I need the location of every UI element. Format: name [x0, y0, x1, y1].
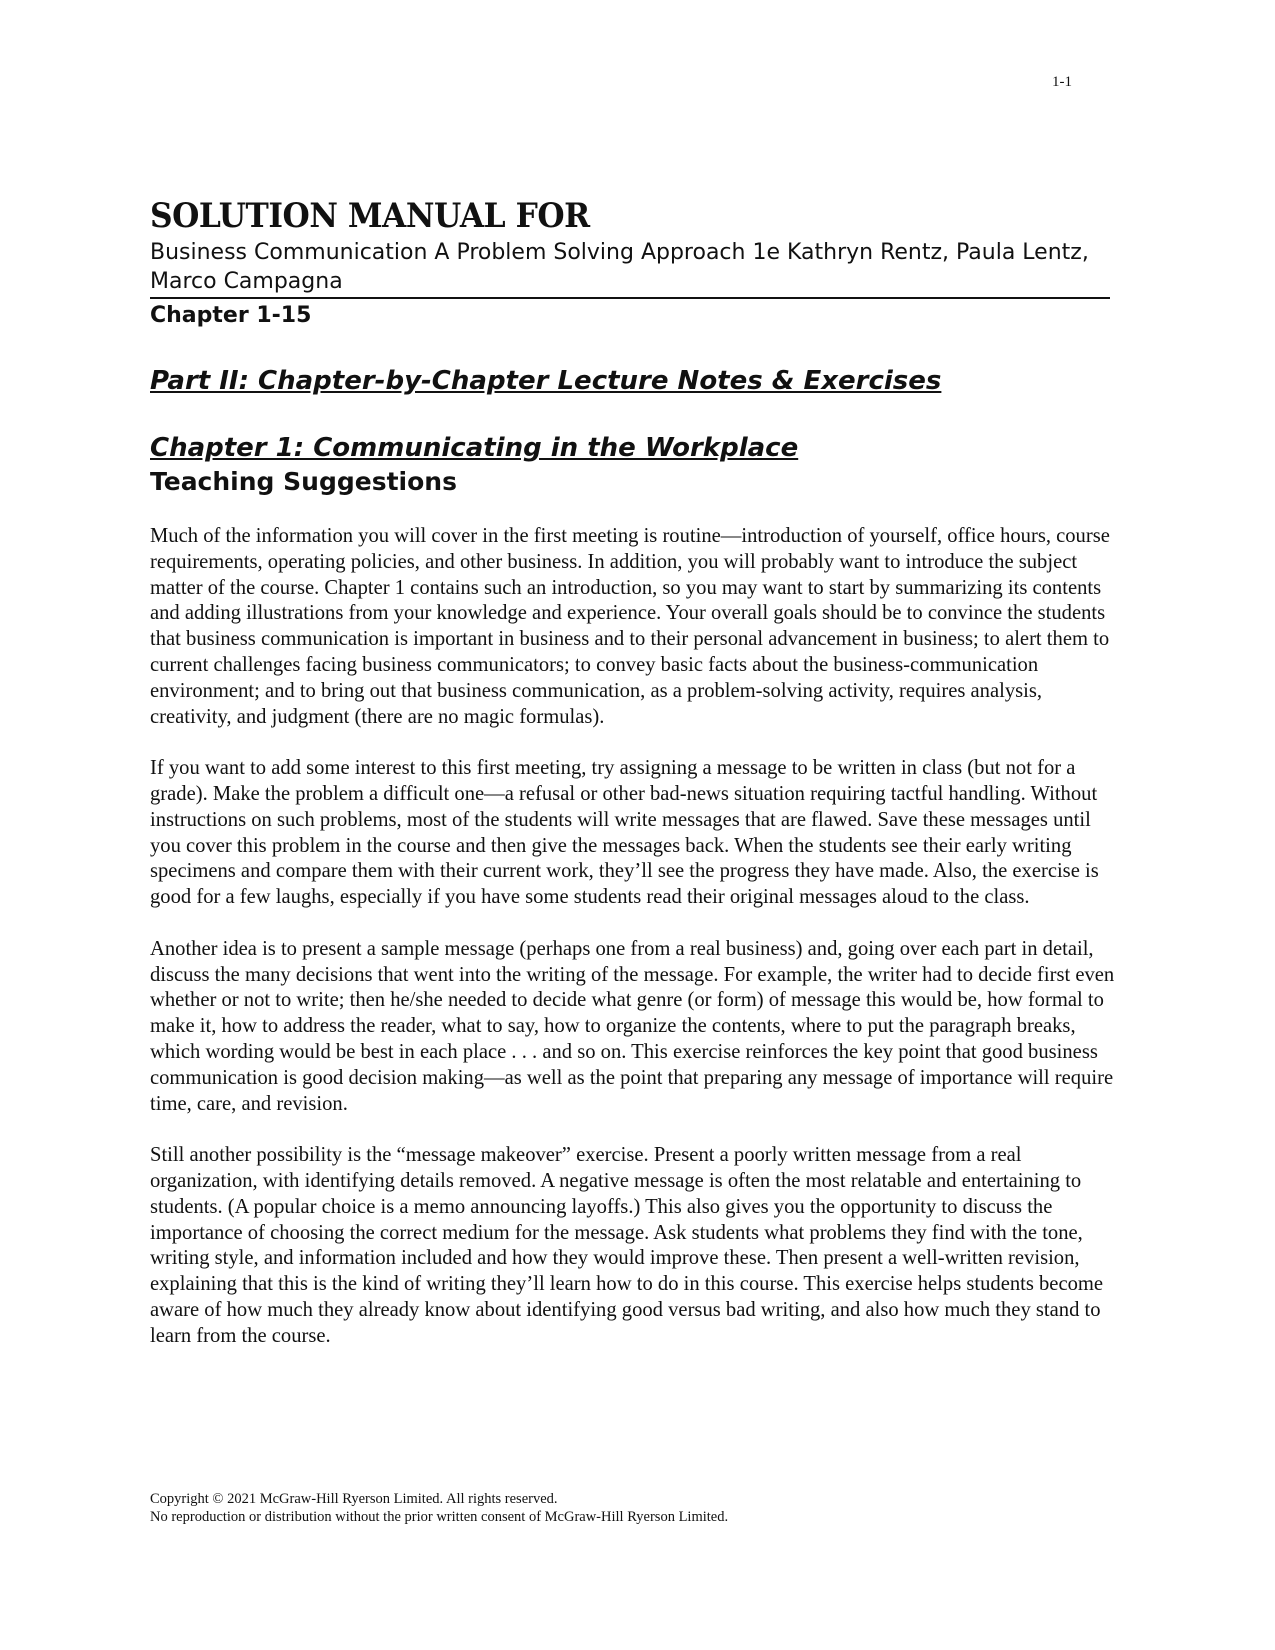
page-content: [150, 196, 1120, 1350]
section-heading: Teaching Suggestions: [150, 467, 457, 496]
chapter-range: Chapter 1-15: [150, 303, 312, 328]
page-footer: [150, 1490, 728, 1526]
reproduction-notice: No reproduction or distribution without the prior written consent of McGraw-Hill Ryerson Limited.: [150, 1509, 729, 1525]
copyright-line: Copyright © 2021 McGraw-Hill Ryerson Limited. All rights reserved.: [150, 1491, 558, 1507]
body-paragraph: If you want to add some interest to this first meeting, try assigning a message to be written in class (but not for a grade). Make the problem a difficult one—a refusal or other bad-news situation requiring tactful handling. Without instructions on such problems, most of the students will write messages that are flawed. Save these messages until you cover this problem in the course and then give the messages back. When the students see their early writing specimens and compare them with their current work, they’ll see the progress they have made. Also, the exercise is good for a few laughs, especially if you have some students read their original messages aloud to the class.: [150, 757, 1099, 909]
body-paragraph: Still another possibility is the “message makeover” exercise. Present a poorly written message from a real organization, with identifying details removed. A negative message is often the most relatable and entertaining to students. (A popular choice is a memo announcing layoffs.) This also gives you the opportunity to discuss the importance of choosing the correct medium for the message. Ask students what problems they find with the tone, writing style, and information included and how they would improve these. Then present a well-written revision, explaining that this is the kind of writing they’ll learn how to do in this course. This exercise helps students become aware of how much they already know about identifying good versus bad writing, and also how much they stand to learn from the course.: [150, 1144, 1104, 1347]
manual-title: SOLUTION MANUAL FOR: [150, 196, 590, 236]
book-subtitle: Business Communication A Problem Solving Approach 1e Kathryn Rentz, Paula Lentz, Marco Campagna: [150, 238, 1110, 299]
chapter-heading: Chapter 1: Communicating in the Workplace: [150, 433, 799, 463]
body-paragraph: Another idea is to present a sample message (perhaps one from a real business) and, going over each part in detail, discuss the many decisions that went into the writing of the message. For example, the writer had to decide first even whether or not to write; then he/she needed to decide what genre (or form) of message this would be, how formal to make it, how to address the reader, what to say, how to organize the contents, where to put the paragraph breaks, which wording would be best in each place . . . and so on. This exercise reinforces the key point that good business communication is good decision making—as well as the point that preparing any message of importance will require time, care, and revision.: [150, 937, 1115, 1115]
body-paragraph: Much of the information you will cover in the first meeting is routine—introduction of yourself, office hours, course requirements, operating policies, and other business. In addition, you will probably want to introduce the subject matter of the course. Chapter 1 contains such an introduction, so you may want to start by summarizing its contents and adding illustrations from your knowledge and experience. Your overall goals should be to convince the students that business communication is important in business and to their personal advancement in business; to alert them to current challenges facing business communicators; to convey basic facts about the business-communication environment; and to bring out that business communication, as a problem-solving activity, requires analysis, creativity, and judgment (there are no magic formulas).: [150, 525, 1110, 728]
part-heading: Part II: Chapter-by-Chapter Lecture Notes & Exercises: [150, 366, 942, 396]
page-number: 1-1: [1052, 74, 1072, 90]
